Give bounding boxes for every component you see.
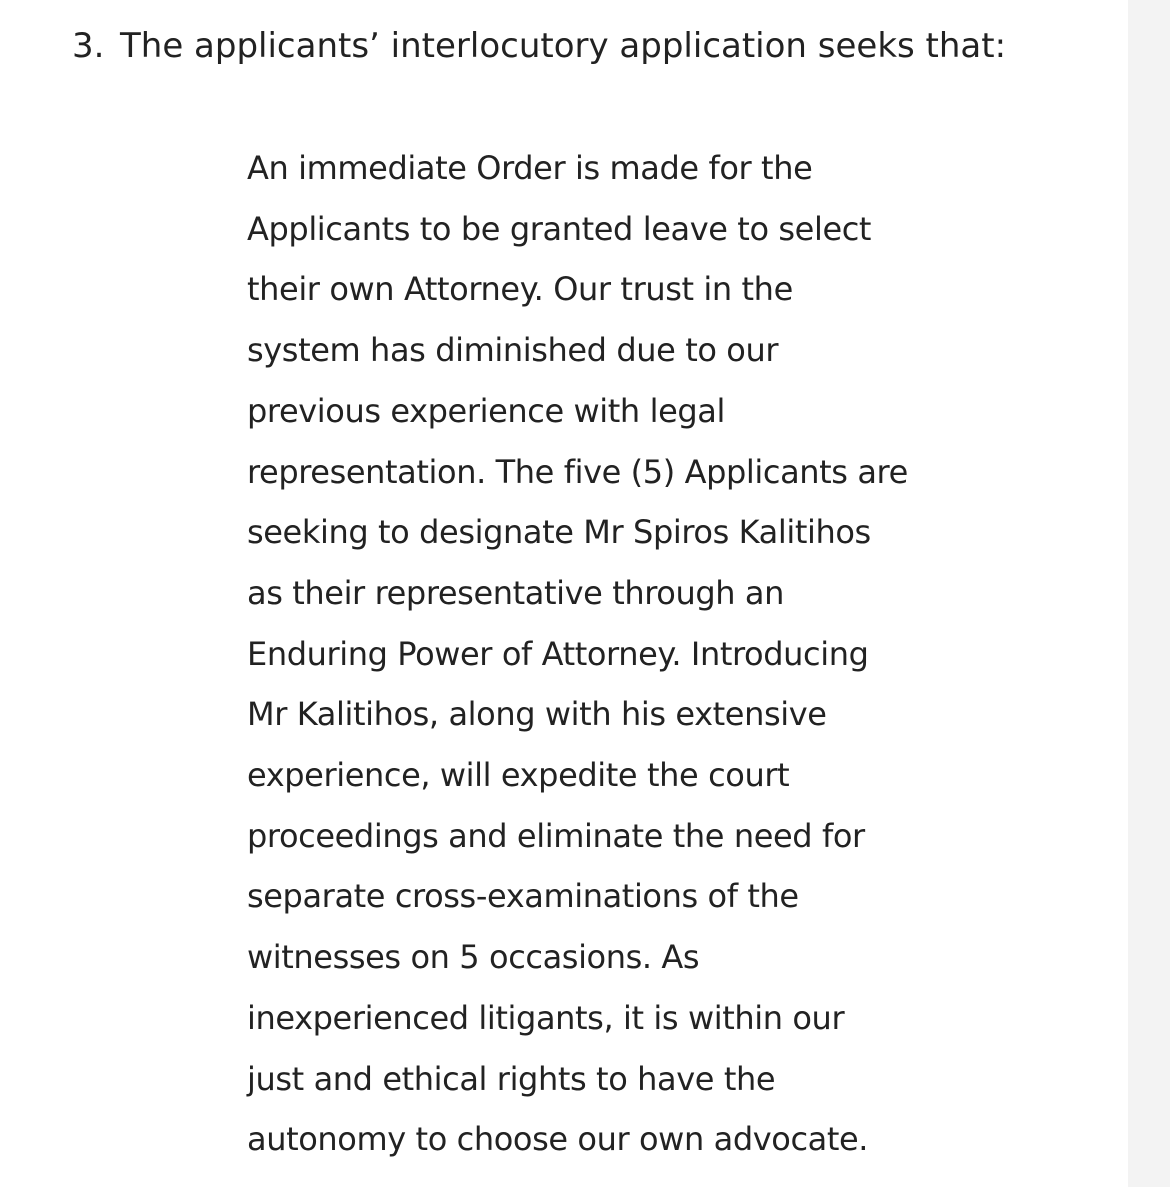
quote-line: separate cross-examinations of the: [247, 877, 799, 916]
block-quote: [247, 138, 937, 1170]
item-number: 3.: [72, 26, 105, 66]
quote-line: An immediate Order is made for the: [247, 149, 813, 187]
quote-line: proceedings and eliminate the need for: [247, 816, 865, 855]
quote-line: Applicants to be granted leave to select: [247, 209, 872, 248]
quote-line: experience, will expedite the court: [247, 756, 790, 795]
quote-line: inexperienced litigants, it is within our: [247, 998, 845, 1037]
quote-line: witnesses on 5 occasions. As: [247, 938, 700, 977]
quote-line: system has diminished due to our: [247, 331, 779, 370]
quote-line: as their representative through an: [247, 573, 785, 612]
quote-line: their own Attorney. Our trust in the: [247, 270, 793, 309]
quote-line: autonomy to choose our own advocate.: [247, 1120, 869, 1159]
quote-line: seeking to designate Mr Spiros Kalitihos: [247, 513, 871, 552]
item-heading: The applicants’ interlocutory application seeks that:: [120, 26, 1007, 66]
scroll-gutter[interactable]: [1128, 0, 1170, 1187]
numbered-item: [72, 22, 1006, 70]
quote-line: Enduring Power of Attorney. Introducing: [247, 634, 869, 673]
quote-line: representation. The five (5) Applicants are: [247, 452, 908, 491]
quote-line: previous experience with legal: [247, 391, 725, 430]
quote-line: Mr Kalitihos, along with his extensive: [247, 695, 827, 734]
quote-line: just and ethical rights to have the: [247, 1059, 776, 1098]
